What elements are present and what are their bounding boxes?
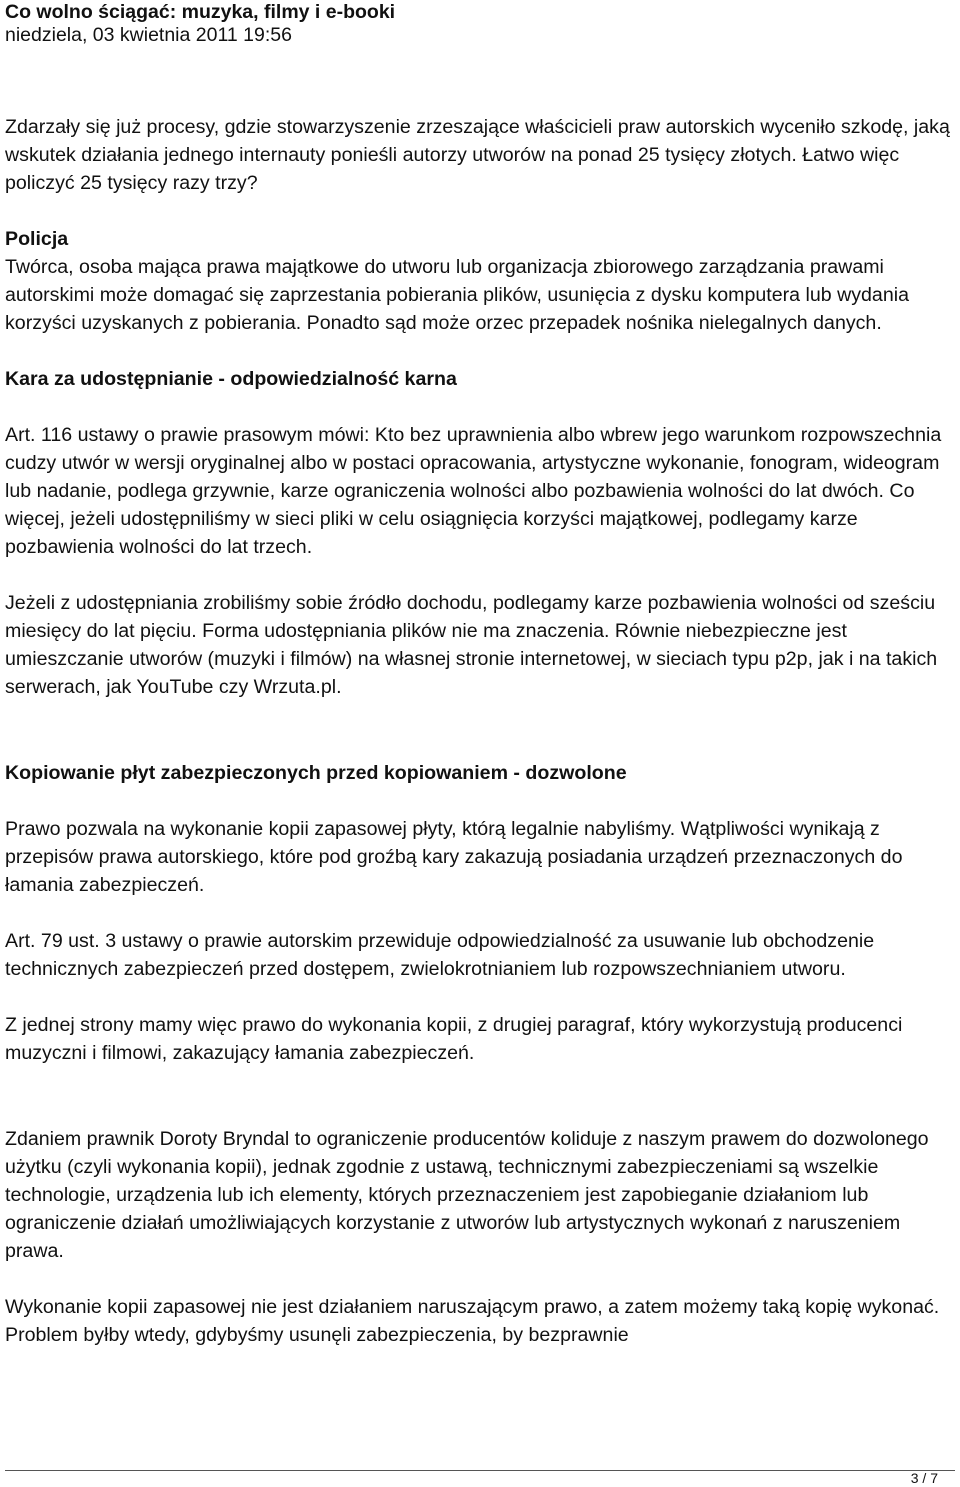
section-heading-kopiowanie: Kopiowanie płyt zabezpieczonych przed kopiowaniem - dozwolone xyxy=(5,762,627,784)
page-number: 3 / 7 xyxy=(910,1470,938,1486)
footer-divider xyxy=(5,1470,955,1471)
section-heading-policja: Policja xyxy=(5,228,69,250)
paragraph: Twórca, osoba mająca prawa majątkowe do utworu lub organizacja zbiorowego zarządzania prawami autorskimi może domagać się zaprzestania pobierania plików, usunięcia z dysku komputera lub wydania korzyści uzyskanych z pobierania. Ponadto sąd może orzec przepadek nośnika nielegalnych danych. xyxy=(5,256,909,334)
section-heading-kara: Kara za udostępnianie - odpowiedzialność karna xyxy=(5,368,457,390)
paragraph: Zdaniem prawnik Doroty Bryndal to ograniczenie producentów koliduje z naszym prawem do dozwolonego użytku (czyli wykonania kopii), jednak zgodnie z ustawą, technicznymi zabezpieczeniami są wszelkie technologie, urządzenia lub ich elementy, których przeznaczeniem jest zapobieganie działaniom lub ograniczenie działań umożliwiających korzystanie z utworów lub artystycznych wykonań z naruszeniem prawa. xyxy=(5,1128,929,1262)
paragraph: Z jednej strony mamy więc prawo do wykonania kopii, z drugiej paragraf, który wykorzystują producenci muzyczni i filmowi, zakazujący łamania zabezpieczeń. xyxy=(5,1014,903,1064)
paragraph: Zdarzały się już procesy, gdzie stowarzyszenie zrzeszające właścicieli praw autorskich wyceniło szkodę, jaką wskutek działania jednego internauty ponieśli autorzy utworów na ponad 25 tysięcy złotych. Łatwo więc policzyć 25 tysięcy razy trzy? xyxy=(5,116,950,194)
paragraph: Prawo pozwala na wykonanie kopii zapasowej płyty, którą legalnie nabyliśmy. Wątpliwości wynikają z przepisów prawa autorskiego, które pod groźbą kary zakazują posiadania urządzeń przeznaczonych do łamania zabezpieczeń. xyxy=(5,818,903,896)
document-header xyxy=(5,0,955,46)
article-body xyxy=(5,113,955,1349)
paragraph: Art. 116 ustawy o prawie prasowym mówi: Kto bez uprawnienia albo wbrew jego warunkom rozpowszechnia cudzy utwór w wersji oryginalnej albo w postaci opracowania, artystyczne wykonanie, fonogram, wideogram lub nadanie, podlega grzywnie, karze ograniczenia wolności albo pozbawienia wolności do lat dwóch. Co więcej, jeżeli udostępniliśmy w sieci pliki w celu osiągnięcia korzyści majątkowej, podlegamy karze pozbawienia wolności do lat trzech. xyxy=(5,424,942,558)
publish-date: niedziela, 03 kwietnia 2011 19:56 xyxy=(5,24,292,46)
page-title: Co wolno ściągać: muzyka, filmy i e-booki xyxy=(5,1,396,23)
paragraph: Art. 79 ust. 3 ustawy o prawie autorskim przewiduje odpowiedzialność za usuwanie lub obchodzenie technicznych zabezpieczeń przed dostępem, zwielokrotnianiem lub rozpowszechnianiem utworu. xyxy=(5,930,875,980)
paragraph: Wykonanie kopii zapasowej nie jest działaniem naruszającym prawo, a zatem możemy taką kopię wykonać. Problem byłby wtedy, gdybyśmy usunęli zabezpieczenia, by bezprawnie xyxy=(5,1296,940,1346)
paragraph: Jeżeli z udostępniania zrobiliśmy sobie źródło dochodu, podlegamy karze pozbawienia wolności od sześciu miesięcy do lat pięciu. Forma udostępniania plików nie ma znaczenia. Równie niebezpieczne jest umieszczanie utworów (muzyki i filmów) na własnej stronie internetowej, w sieciach typu p2p, jak i na takich serwerach, jak YouTube czy Wrzuta.pl. xyxy=(5,592,938,698)
